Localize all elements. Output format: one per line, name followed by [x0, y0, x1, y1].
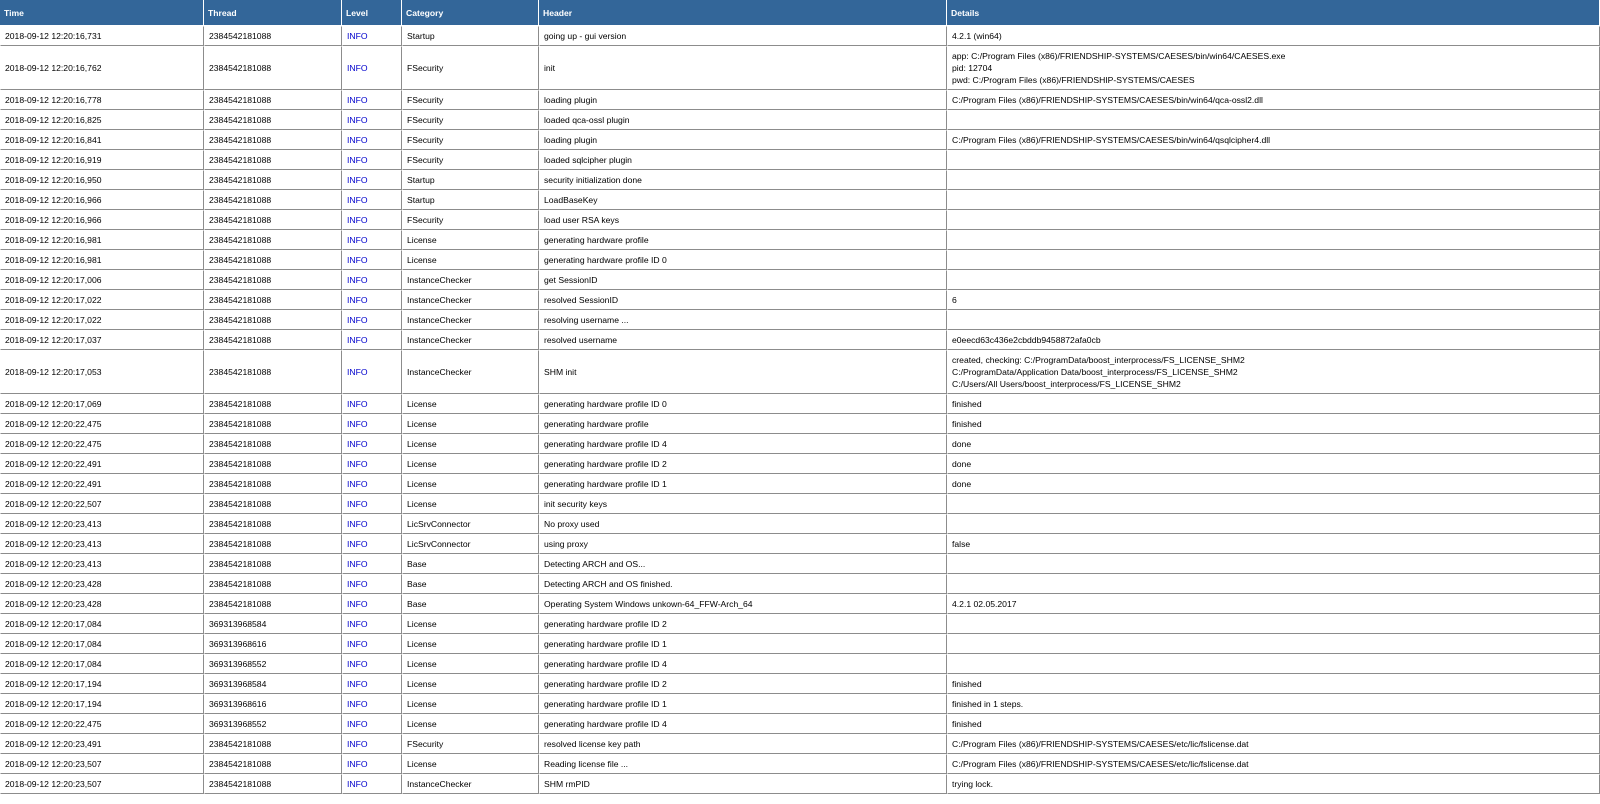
table-row[interactable] — [0, 350, 1600, 394]
thread-cell: 369313968552 — [204, 714, 342, 734]
header-cell: Detecting ARCH and OS... — [539, 554, 947, 574]
time-cell: 2018-09-12 12:20:16,966 — [0, 210, 204, 230]
time-cell: 2018-09-12 12:20:17,194 — [0, 694, 204, 714]
category-cell: Base — [402, 574, 539, 594]
header-cell: resolved SessionID — [539, 290, 947, 310]
details-cell — [947, 594, 1600, 614]
table-row[interactable] — [0, 150, 1600, 170]
time-cell: 2018-09-12 12:20:16,762 — [0, 46, 204, 90]
time-cell: 2018-09-12 12:20:16,981 — [0, 250, 204, 270]
time-cell: 2018-09-12 12:20:23,491 — [0, 734, 204, 754]
category-cell: LicSrvConnector — [402, 534, 539, 554]
level-cell: INFO — [342, 634, 402, 654]
level-cell: INFO — [342, 250, 402, 270]
category-cell: InstanceChecker — [402, 330, 539, 350]
column-header-header[interactable]: Header — [539, 0, 947, 26]
table-row[interactable] — [0, 474, 1600, 494]
thread-cell: 2384542181088 — [204, 350, 342, 394]
thread-cell: 2384542181088 — [204, 554, 342, 574]
header-cell: resolving username ... — [539, 310, 947, 330]
level-cell: INFO — [342, 734, 402, 754]
table-row[interactable] — [0, 414, 1600, 434]
category-cell: Base — [402, 594, 539, 614]
details-cell — [947, 130, 1600, 150]
level-cell: INFO — [342, 774, 402, 794]
details-cell — [947, 654, 1600, 674]
header-cell: generating hardware profile ID 4 — [539, 434, 947, 454]
table-row[interactable] — [0, 170, 1600, 190]
category-cell: License — [402, 250, 539, 270]
details-cell — [947, 754, 1600, 774]
thread-cell: 2384542181088 — [204, 90, 342, 110]
header-cell: resolved license key path — [539, 734, 947, 754]
details-line: finished — [952, 719, 982, 729]
header-cell: loaded sqlcipher plugin — [539, 150, 947, 170]
thread-cell: 369313968584 — [204, 614, 342, 634]
details-line: false — [952, 539, 971, 549]
details-line: C:/Program Files (x86)/FRIENDSHIP-SYSTEMS/CAESES/bin/win64/qsqlcipher4.dll — [952, 135, 1271, 145]
time-cell: 2018-09-12 12:20:23,413 — [0, 554, 204, 574]
table-row[interactable] — [0, 110, 1600, 130]
details-cell — [947, 210, 1600, 230]
details-line: C:/ProgramData/Application Data/boost_interprocess/FS_LICENSE_SHM2 — [952, 367, 1238, 377]
header-cell: generating hardware profile ID 1 — [539, 694, 947, 714]
header-cell: generating hardware profile ID 0 — [539, 250, 947, 270]
details-cell — [947, 170, 1600, 190]
time-cell: 2018-09-12 12:20:22,475 — [0, 414, 204, 434]
category-cell: InstanceChecker — [402, 310, 539, 330]
level-cell: INFO — [342, 394, 402, 414]
details-cell — [947, 330, 1600, 350]
details-line: finished — [952, 419, 982, 429]
table-row[interactable] — [0, 674, 1600, 694]
time-cell: 2018-09-12 12:20:23,507 — [0, 774, 204, 794]
header-cell: generating hardware profile ID 4 — [539, 714, 947, 734]
details-cell — [947, 674, 1600, 694]
header-cell: LoadBaseKey — [539, 190, 947, 210]
details-line: 6 — [952, 295, 957, 305]
details-cell — [947, 110, 1600, 130]
details-cell — [947, 734, 1600, 754]
time-cell: 2018-09-12 12:20:17,022 — [0, 290, 204, 310]
details-cell — [947, 614, 1600, 634]
thread-cell: 2384542181088 — [204, 434, 342, 454]
level-cell: INFO — [342, 310, 402, 330]
column-header-level[interactable]: Level — [342, 0, 402, 26]
level-cell: INFO — [342, 434, 402, 454]
level-cell: INFO — [342, 210, 402, 230]
table-row[interactable] — [0, 694, 1600, 714]
header-cell: load user RSA keys — [539, 210, 947, 230]
table-row[interactable] — [0, 90, 1600, 110]
details-line: pid: 12704 — [952, 63, 993, 73]
level-cell: INFO — [342, 474, 402, 494]
level-cell: INFO — [342, 694, 402, 714]
details-cell — [947, 26, 1600, 46]
level-cell: INFO — [342, 574, 402, 594]
table-row[interactable] — [0, 594, 1600, 614]
column-header-details[interactable]: Details — [947, 0, 1600, 26]
category-cell: FSecurity — [402, 110, 539, 130]
details-cell — [947, 694, 1600, 714]
table-row[interactable] — [0, 714, 1600, 734]
header-cell: security initialization done — [539, 170, 947, 190]
thread-cell: 2384542181088 — [204, 190, 342, 210]
header-cell: init security keys — [539, 494, 947, 514]
table-row[interactable] — [0, 270, 1600, 290]
details-cell — [947, 250, 1600, 270]
details-line: finished — [952, 679, 982, 689]
details-cell — [947, 394, 1600, 414]
thread-cell: 2384542181088 — [204, 330, 342, 350]
header-cell: get SessionID — [539, 270, 947, 290]
table-row[interactable] — [0, 394, 1600, 414]
thread-cell: 2384542181088 — [204, 310, 342, 330]
table-row[interactable] — [0, 46, 1600, 90]
table-row[interactable] — [0, 250, 1600, 270]
category-cell: License — [402, 694, 539, 714]
level-cell: INFO — [342, 674, 402, 694]
level-cell: INFO — [342, 46, 402, 90]
time-cell: 2018-09-12 12:20:16,950 — [0, 170, 204, 190]
thread-cell: 2384542181088 — [204, 734, 342, 754]
level-cell: INFO — [342, 534, 402, 554]
details-cell — [947, 494, 1600, 514]
time-cell: 2018-09-12 12:20:23,428 — [0, 574, 204, 594]
table-row[interactable] — [0, 26, 1600, 46]
thread-cell: 2384542181088 — [204, 494, 342, 514]
details-line: created, checking: C:/ProgramData/boost_interprocess/FS_LICENSE_SHM2 — [952, 355, 1245, 365]
category-cell: License — [402, 714, 539, 734]
category-cell: InstanceChecker — [402, 774, 539, 794]
category-cell: License — [402, 654, 539, 674]
details-cell — [947, 714, 1600, 734]
category-cell: License — [402, 434, 539, 454]
time-cell: 2018-09-12 12:20:16,966 — [0, 190, 204, 210]
level-cell: INFO — [342, 350, 402, 394]
table-row[interactable] — [0, 454, 1600, 474]
level-cell: INFO — [342, 270, 402, 290]
time-cell: 2018-09-12 12:20:17,037 — [0, 330, 204, 350]
category-cell: License — [402, 634, 539, 654]
details-line: done — [952, 459, 972, 469]
category-cell: Startup — [402, 26, 539, 46]
time-cell: 2018-09-12 12:20:17,194 — [0, 674, 204, 694]
level-cell: INFO — [342, 170, 402, 190]
table-row[interactable] — [0, 554, 1600, 574]
category-cell: FSecurity — [402, 90, 539, 110]
table-row[interactable] — [0, 310, 1600, 330]
thread-cell: 2384542181088 — [204, 26, 342, 46]
time-cell: 2018-09-12 12:20:16,778 — [0, 90, 204, 110]
level-cell: INFO — [342, 130, 402, 150]
thread-cell: 369313968616 — [204, 694, 342, 714]
level-cell: INFO — [342, 190, 402, 210]
level-cell: INFO — [342, 230, 402, 250]
details-cell — [947, 414, 1600, 434]
thread-cell: 2384542181088 — [204, 270, 342, 290]
category-cell: LicSrvConnector — [402, 514, 539, 534]
level-cell: INFO — [342, 654, 402, 674]
header-cell: generating hardware profile ID 1 — [539, 634, 947, 654]
details-cell — [947, 190, 1600, 210]
table-row[interactable] — [0, 774, 1600, 794]
time-cell: 2018-09-12 12:20:23,428 — [0, 594, 204, 614]
time-cell: 2018-09-12 12:20:22,475 — [0, 434, 204, 454]
category-cell: License — [402, 494, 539, 514]
details-cell — [947, 350, 1600, 394]
column-header-time[interactable]: Time — [0, 0, 204, 26]
time-cell: 2018-09-12 12:20:16,841 — [0, 130, 204, 150]
category-cell: FSecurity — [402, 734, 539, 754]
time-cell: 2018-09-12 12:20:16,731 — [0, 26, 204, 46]
details-line: C:/Users/All Users/boost_interprocess/FS_LICENSE_SHM2 — [952, 379, 1181, 389]
header-cell: SHM init — [539, 350, 947, 394]
thread-cell: 2384542181088 — [204, 574, 342, 594]
time-cell: 2018-09-12 12:20:22,491 — [0, 474, 204, 494]
level-cell: INFO — [342, 110, 402, 130]
details-cell — [947, 46, 1600, 90]
thread-cell: 369313968584 — [204, 674, 342, 694]
log-table-head — [0, 0, 1600, 26]
details-cell — [947, 534, 1600, 554]
level-cell: INFO — [342, 494, 402, 514]
thread-cell: 2384542181088 — [204, 534, 342, 554]
header-cell: SHM rmPID — [539, 774, 947, 794]
time-cell: 2018-09-12 12:20:22,475 — [0, 714, 204, 734]
header-cell: init — [539, 46, 947, 90]
level-cell: INFO — [342, 90, 402, 110]
thread-cell: 2384542181088 — [204, 150, 342, 170]
category-cell: License — [402, 674, 539, 694]
level-cell: INFO — [342, 290, 402, 310]
time-cell: 2018-09-12 12:20:23,413 — [0, 534, 204, 554]
details-line: pwd: C:/Program Files (x86)/FRIENDSHIP-SYSTEMS/CAESES — [952, 75, 1195, 85]
category-cell: FSecurity — [402, 46, 539, 90]
level-cell: INFO — [342, 714, 402, 734]
level-cell: INFO — [342, 26, 402, 46]
time-cell: 2018-09-12 12:20:17,084 — [0, 634, 204, 654]
time-cell: 2018-09-12 12:20:16,981 — [0, 230, 204, 250]
level-cell: INFO — [342, 414, 402, 434]
header-cell: Reading license file ... — [539, 754, 947, 774]
table-row[interactable] — [0, 654, 1600, 674]
time-cell: 2018-09-12 12:20:22,491 — [0, 454, 204, 474]
details-cell — [947, 514, 1600, 534]
header-cell: Detecting ARCH and OS finished. — [539, 574, 947, 594]
details-line: done — [952, 439, 972, 449]
column-header-category[interactable]: Category — [402, 0, 539, 26]
level-cell: INFO — [342, 614, 402, 634]
header-cell: generating hardware profile — [539, 414, 947, 434]
details-line: 4.2.1 (win64) — [952, 31, 1002, 41]
thread-cell: 2384542181088 — [204, 290, 342, 310]
thread-cell: 2384542181088 — [204, 754, 342, 774]
level-cell: INFO — [342, 754, 402, 774]
table-row[interactable] — [0, 754, 1600, 774]
thread-cell: 2384542181088 — [204, 594, 342, 614]
level-cell: INFO — [342, 554, 402, 574]
details-line: done — [952, 479, 972, 489]
level-cell: INFO — [342, 514, 402, 534]
table-row[interactable] — [0, 614, 1600, 634]
header-cell: No proxy used — [539, 514, 947, 534]
details-line: C:/Program Files (x86)/FRIENDSHIP-SYSTEMS/CAESES/bin/win64/qca-ossl2.dll — [952, 95, 1263, 105]
log-table-body — [0, 26, 1600, 794]
time-cell: 2018-09-12 12:20:17,084 — [0, 614, 204, 634]
details-line: C:/Program Files (x86)/FRIENDSHIP-SYSTEMS/CAESES/etc/lic/fslicense.dat — [952, 739, 1249, 749]
details-line: 4.2.1 02.05.2017 — [952, 599, 1017, 609]
header-cell: generating hardware profile ID 4 — [539, 654, 947, 674]
table-row[interactable] — [0, 230, 1600, 250]
table-row[interactable] — [0, 330, 1600, 350]
header-cell: loaded qca-ossl plugin — [539, 110, 947, 130]
thread-cell: 2384542181088 — [204, 130, 342, 150]
time-cell: 2018-09-12 12:20:17,022 — [0, 310, 204, 330]
table-row[interactable] — [0, 734, 1600, 754]
category-cell: FSecurity — [402, 130, 539, 150]
header-cell: loading plugin — [539, 130, 947, 150]
category-cell: FSecurity — [402, 210, 539, 230]
category-cell: License — [402, 474, 539, 494]
time-cell: 2018-09-12 12:20:17,053 — [0, 350, 204, 394]
category-cell: License — [402, 230, 539, 250]
details-line: app: C:/Program Files (x86)/FRIENDSHIP-SYSTEMS/CAESES/bin/win64/CAESES.exe — [952, 51, 1286, 61]
header-cell: generating hardware profile ID 2 — [539, 454, 947, 474]
thread-cell: 2384542181088 — [204, 474, 342, 494]
category-cell: Startup — [402, 170, 539, 190]
category-cell: InstanceChecker — [402, 290, 539, 310]
details-cell — [947, 150, 1600, 170]
category-cell: License — [402, 454, 539, 474]
details-cell — [947, 474, 1600, 494]
time-cell: 2018-09-12 12:20:17,006 — [0, 270, 204, 290]
details-line: finished in 1 steps. — [952, 699, 1024, 709]
thread-cell: 2384542181088 — [204, 774, 342, 794]
thread-cell: 2384542181088 — [204, 230, 342, 250]
thread-cell: 2384542181088 — [204, 394, 342, 414]
details-cell — [947, 310, 1600, 330]
details-line: trying lock. — [952, 779, 994, 789]
header-cell: generating hardware profile — [539, 230, 947, 250]
table-row[interactable] — [0, 514, 1600, 534]
details-cell — [947, 554, 1600, 574]
time-cell: 2018-09-12 12:20:22,507 — [0, 494, 204, 514]
table-row[interactable] — [0, 534, 1600, 554]
time-cell: 2018-09-12 12:20:16,825 — [0, 110, 204, 130]
header-cell: going up - gui version — [539, 26, 947, 46]
table-row[interactable] — [0, 574, 1600, 594]
header-cell: loading plugin — [539, 90, 947, 110]
details-cell — [947, 270, 1600, 290]
table-row[interactable] — [0, 290, 1600, 310]
thread-cell: 2384542181088 — [204, 414, 342, 434]
level-cell: INFO — [342, 454, 402, 474]
thread-cell: 2384542181088 — [204, 170, 342, 190]
details-line: C:/Program Files (x86)/FRIENDSHIP-SYSTEMS/CAESES/etc/lic/fslicense.dat — [952, 759, 1249, 769]
level-cell: INFO — [342, 594, 402, 614]
table-row[interactable] — [0, 494, 1600, 514]
header-cell: generating hardware profile ID 2 — [539, 674, 947, 694]
table-row[interactable] — [0, 190, 1600, 210]
time-cell: 2018-09-12 12:20:17,084 — [0, 654, 204, 674]
category-cell: InstanceChecker — [402, 350, 539, 394]
thread-cell: 2384542181088 — [204, 514, 342, 534]
time-cell: 2018-09-12 12:20:23,507 — [0, 754, 204, 774]
details-cell — [947, 774, 1600, 794]
thread-cell: 2384542181088 — [204, 250, 342, 270]
category-cell: License — [402, 414, 539, 434]
column-header-thread[interactable]: Thread — [204, 0, 342, 26]
thread-cell: 2384542181088 — [204, 210, 342, 230]
category-cell: License — [402, 394, 539, 414]
time-cell: 2018-09-12 12:20:17,069 — [0, 394, 204, 414]
details-cell — [947, 634, 1600, 654]
table-row[interactable] — [0, 210, 1600, 230]
thread-cell: 369313968616 — [204, 634, 342, 654]
details-cell — [947, 290, 1600, 310]
details-cell — [947, 230, 1600, 250]
header-cell: using proxy — [539, 534, 947, 554]
category-cell: Startup — [402, 190, 539, 210]
category-cell: License — [402, 754, 539, 774]
header-cell: generating hardware profile ID 0 — [539, 394, 947, 414]
thread-cell: 2384542181088 — [204, 454, 342, 474]
table-row[interactable] — [0, 130, 1600, 150]
header-row — [0, 0, 1600, 26]
thread-cell: 369313968552 — [204, 654, 342, 674]
category-cell: License — [402, 614, 539, 634]
table-row[interactable] — [0, 434, 1600, 454]
details-cell — [947, 90, 1600, 110]
time-cell: 2018-09-12 12:20:16,919 — [0, 150, 204, 170]
header-cell: generating hardware profile ID 1 — [539, 474, 947, 494]
category-cell: FSecurity — [402, 150, 539, 170]
level-cell: INFO — [342, 330, 402, 350]
thread-cell: 2384542181088 — [204, 46, 342, 90]
details-line: e0eecd63c436e2cbddb9458872afa0cb — [952, 335, 1101, 345]
category-cell: Base — [402, 554, 539, 574]
details-cell — [947, 454, 1600, 474]
thread-cell: 2384542181088 — [204, 110, 342, 130]
details-line: finished — [952, 399, 982, 409]
details-cell — [947, 574, 1600, 594]
category-cell: InstanceChecker — [402, 270, 539, 290]
details-cell — [947, 434, 1600, 454]
header-cell: resolved username — [539, 330, 947, 350]
header-cell: Operating System Windows unkown-64_FFW-Arch_64 — [539, 594, 947, 614]
header-cell: generating hardware profile ID 2 — [539, 614, 947, 634]
level-cell: INFO — [342, 150, 402, 170]
time-cell: 2018-09-12 12:20:23,413 — [0, 514, 204, 534]
table-row[interactable] — [0, 634, 1600, 654]
